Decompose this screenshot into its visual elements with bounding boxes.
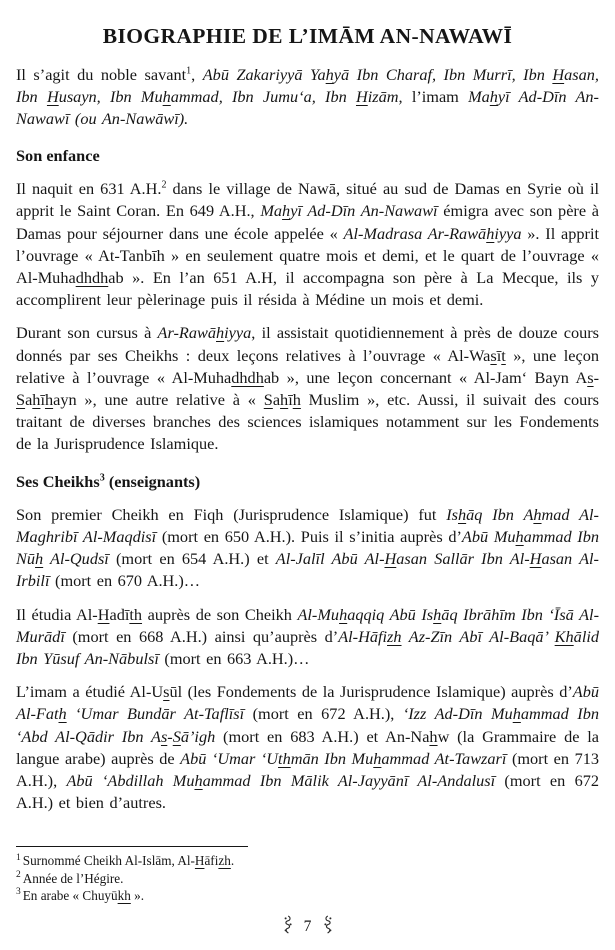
- section-heading-son-enfance: Son enfance: [16, 146, 100, 166]
- page-footer: [0, 915, 615, 939]
- paragraph-premier-cheikh-fiqh: Son premier Cheikh en Fiqh (Jurisprudence Islamique) fut Ishāq Ibn Ahmad Al-Maghribī Al-Maqdisī (mort en 650 A.H.). Puis il s’initia auprès d’Abū Muhammad Ibn Nūh Al-Qudsī (mort en 654 A.H.) et Al-Jalīl Abū Al-Hasan Sallār Ibn Al-Hasan Al-Irbilī (mort en 670 A.H.)…: [16, 504, 599, 591]
- footnote-text: Surnommé Cheikh Al-Islām, Al-Hāfizh.: [22, 853, 235, 869]
- footnote-marker: 1: [16, 853, 21, 863]
- footnote-text: En arabe « Chuyūkh ».: [22, 887, 144, 903]
- page-number: 7: [303, 918, 312, 935]
- section-heading-ses-cheikhs: Ses Cheikhs$^3$ (enseignants): [16, 471, 201, 491]
- footnote-item-1: [16, 852, 599, 869]
- footnote-separator: [16, 846, 248, 847]
- paragraph-etude-hadith: Il étudia Al-Hadīth auprès de son Cheikh Al-Muhaqqiq Abū Ishāq Ibrāhīm Ibn ‘Īsā Al-Murādī (mort en 668 A.H.) ainsi qu’auprès d’Al-Hāfizh Az-Zīn Abī Al-Baqā’ Khālid Ibn Yūsuf An-Nābulsī (mort en 663 A.H.)…: [16, 604, 600, 668]
- footnote-marker: 2: [16, 870, 21, 881]
- page-title: BIOGRAPHIE DE L’IMĀM AN-NAWAWĪ: [102, 24, 513, 48]
- floral-flourish-ornament-right-icon: [323, 915, 333, 939]
- paragraph-etude-usul-nahw: L’imam a étudié Al-Usūl (les Fondements de la Jurisprudence Islamique) auprès d’Abū Al-Fath ‘Umar Bundār At-Taflīsī (mort en 672 A.H.), ‘Izz Ad-Dīn Muhammad Ibn ‘Abd Al-Qādir Ibn As-Sā’igh (mort en 683 A.H.) et An-Nahw (la Grammaire de la langue arabe) auprès de Abū ‘Umar ‘Uthmān Ibn Muhammad At-Tawzarī (mort en 713 A.H.), Abū ‘Abdillah Muhammad Ibn Mālik Al-Jayyānī Al-Andalusī (mort en 672 A.H.) et bien d’autres.: [16, 682, 600, 813]
- footnote-item-2: [16, 870, 599, 887]
- floral-flourish-ornament-left-icon: [283, 915, 293, 939]
- footnote-area: [16, 846, 599, 904]
- footnote-marker: 3: [16, 887, 21, 898]
- paragraph-cursus-rawahiyya: Durant son cursus à Ar-Rawāhiyya, il assistait quotidiennement à près de douze cours donnés par ses Cheikhs : deux leçons relatives à l’ouvrage « Al-Wasīt », une leçon relative à l’ouvrage « Al-Muhadhdhab », une leçon concernant « Al-Jam‘ Bayn As-Sahīhayn », une autre relative à « Sahīh Muslim », etc. Aussi, il suivait des cours traitant de diverses branches des sciences islamiques notamment sur les Fondements de la Jurisprudence Islamique.: [16, 323, 599, 454]
- intro-paragraph: Il s’agit du noble savant$^1$, Abū Zakariyyā Yahyā Ibn Charaf, Ibn Murrī, Ibn Hasan, Ibn Husayn, Ibn Muhammad, Ibn Jumu‘a, Ibn Hizām, l’imam Mahyī Ad-Dīn An-Nawawī (ou An-Nawāwī).: [16, 64, 599, 129]
- footnote-text: Année de l’Hégire.: [22, 870, 124, 886]
- document-body: [16, 64, 599, 815]
- paragraph-naissance: Il naquit en 631 A.H.$^2$ dans le village de Nawā, situé au sud de Damas en Syrie où il apprit le Saint Coran. En 649 A.H., Mahyī Ad-Dīn An-Nawawī émigra avec son père à Damas pour séjourner dans une école appelée « Al-Madrasa Ar-Rawāhiyya ». Il apprit l’ouvrage « At-Tanbīh » en seulement quatre mois et demi, et le quart de l’ouvrage « Al-Muhadhdhab ». En l’an 651 A.H, il accompagna son père à La Mecque, ils y accomplirent leur pèlerinage puis il résida à Médine un mois et demi.: [16, 179, 600, 310]
- footnote-item-3: [16, 887, 599, 904]
